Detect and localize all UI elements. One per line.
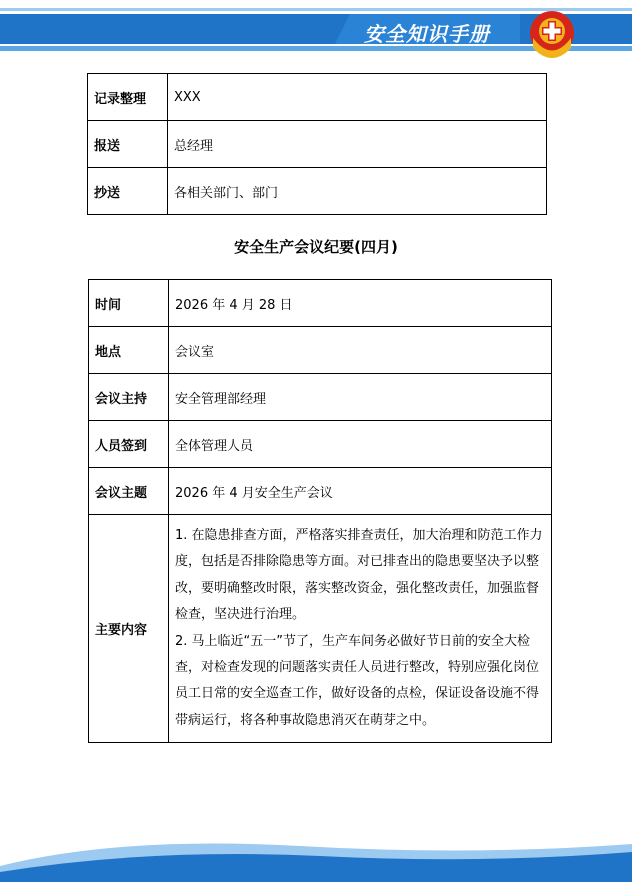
topic-label: 会议主题 bbox=[89, 468, 169, 515]
table-row bbox=[89, 421, 552, 468]
content-paragraph-2: 2. 马上临近“五一”节了，生产车间务必做好节日前的安全大检查，对检查发现的问题落实责任人员进行整改，特别应强化岗位员工日常的安全巡查工作，做好设备的点检，保证设备设施不得带病运行，将各种事故隐患消灭在萌芽之中。 bbox=[175, 633, 540, 728]
table-row bbox=[89, 468, 552, 515]
table-row bbox=[89, 280, 552, 327]
footer-wave bbox=[0, 826, 632, 882]
cc-value: 各相关部门、部门 bbox=[168, 168, 547, 215]
table-row bbox=[89, 515, 552, 743]
host-label: 会议主持 bbox=[89, 374, 169, 421]
table-row bbox=[88, 121, 547, 168]
document-title: 安全生产会议纪要(四月) bbox=[234, 238, 398, 256]
recorder-value: XXX bbox=[168, 74, 547, 121]
meeting-minutes-table bbox=[88, 279, 552, 743]
report-to-label: 报送 bbox=[88, 121, 168, 168]
content-body bbox=[169, 515, 552, 743]
topic-value: 2026 年 4 月安全生产会议 bbox=[169, 468, 552, 515]
time-value: 2026 年 4 月 28 日 bbox=[169, 280, 552, 327]
attendance-value: 全体管理人员 bbox=[169, 421, 552, 468]
host-value: 安全管理部经理 bbox=[169, 374, 552, 421]
cc-label: 抄送 bbox=[88, 168, 168, 215]
safety-emblem-icon bbox=[527, 8, 577, 60]
content-label: 主要内容 bbox=[89, 515, 169, 743]
table-row bbox=[88, 168, 547, 215]
time-label: 时间 bbox=[89, 280, 169, 327]
location-value: 会议室 bbox=[169, 327, 552, 374]
header-title: 安全知识手册 bbox=[364, 22, 490, 46]
report-to-value: 总经理 bbox=[168, 121, 547, 168]
attendance-label: 人员签到 bbox=[89, 421, 169, 468]
routing-table bbox=[87, 73, 547, 215]
table-row bbox=[89, 327, 552, 374]
location-label: 地点 bbox=[89, 327, 169, 374]
recorder-label: 记录整理 bbox=[88, 74, 168, 121]
content-paragraph-1: 1. 在隐患排查方面，严格落实排查责任，加大治理和防范工作力度，包括是否排除隐患等方面。对已排查出的隐患要坚决予以整改，要明确整改时限，落实整改资金，强化整改责任，加强监督检查，坚决进行治理。 bbox=[175, 528, 543, 623]
table-row bbox=[89, 374, 552, 421]
table-row bbox=[88, 74, 547, 121]
